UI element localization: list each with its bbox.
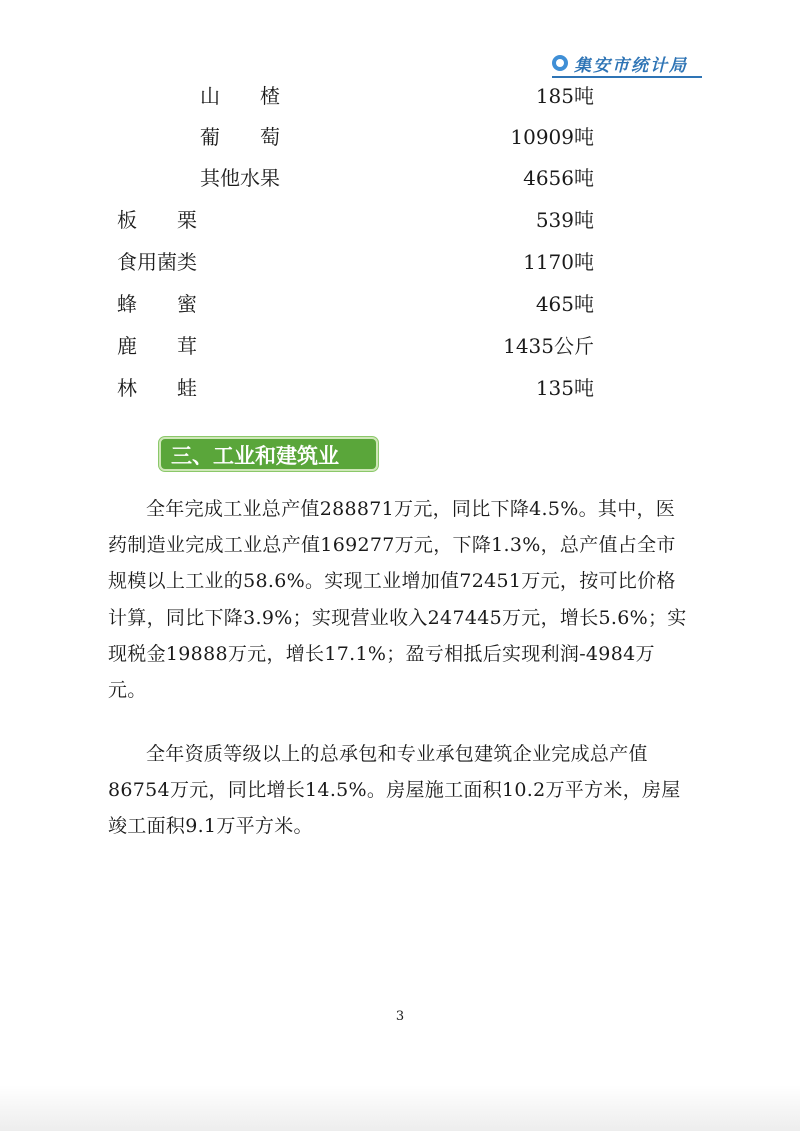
scan-shadow bbox=[0, 1085, 800, 1131]
list-item bbox=[117, 330, 594, 362]
product-name: 其他水果 bbox=[200, 166, 280, 190]
product-value: 465吨 bbox=[535, 292, 594, 316]
product-value: 1170吨 bbox=[523, 250, 594, 274]
logo-text: 集安市统计局 bbox=[574, 55, 688, 76]
product-name: 山 楂 bbox=[200, 84, 280, 108]
page-number: 3 bbox=[395, 1009, 405, 1024]
product-value: 539吨 bbox=[535, 208, 594, 232]
product-name: 林 蛙 bbox=[117, 376, 197, 400]
list-item bbox=[200, 80, 594, 112]
section-heading: 三、工业和建筑业 bbox=[159, 437, 378, 471]
list-item bbox=[200, 121, 594, 153]
paragraph-industry: 全年完成工业总产值288871万元，同比下降4.5%。其中，医药制造业完成工业总产值169277万元，下降1.3%，总产值占全市规模以上工业的58.6%。实现工业增加值72451万元，按可比价格计算，同比下降3.9%；实现营业收入247445万元，增长5.6%；实现税金19888万元，增长17.1%；盈亏相抵后实现利润-4984万元。 bbox=[108, 498, 687, 702]
product-name: 板 栗 bbox=[117, 208, 197, 232]
paragraph-construction: 全年资质等级以上的总承包和专业承包建筑企业完成总产值86754万元，同比增长14.5%。房屋施工面积10.2万平方米，房屋竣工面积9.1万平方米。 bbox=[108, 743, 681, 838]
product-value: 135吨 bbox=[535, 376, 594, 400]
product-name: 葡 萄 bbox=[200, 125, 280, 149]
bureau-logo-icon bbox=[552, 55, 568, 71]
header-logo bbox=[552, 50, 702, 78]
product-value: 185吨 bbox=[535, 84, 594, 108]
list-item bbox=[117, 288, 594, 320]
list-item bbox=[200, 162, 594, 194]
product-value: 10909吨 bbox=[510, 125, 594, 149]
product-value: 1435公斤 bbox=[503, 334, 594, 358]
product-name: 食用菌类 bbox=[117, 250, 197, 274]
product-value: 4656吨 bbox=[523, 166, 594, 190]
product-name: 蜂 蜜 bbox=[117, 292, 197, 316]
list-item bbox=[117, 372, 594, 404]
product-name: 鹿 茸 bbox=[117, 334, 197, 358]
list-item bbox=[117, 246, 594, 278]
list-item bbox=[117, 204, 594, 236]
